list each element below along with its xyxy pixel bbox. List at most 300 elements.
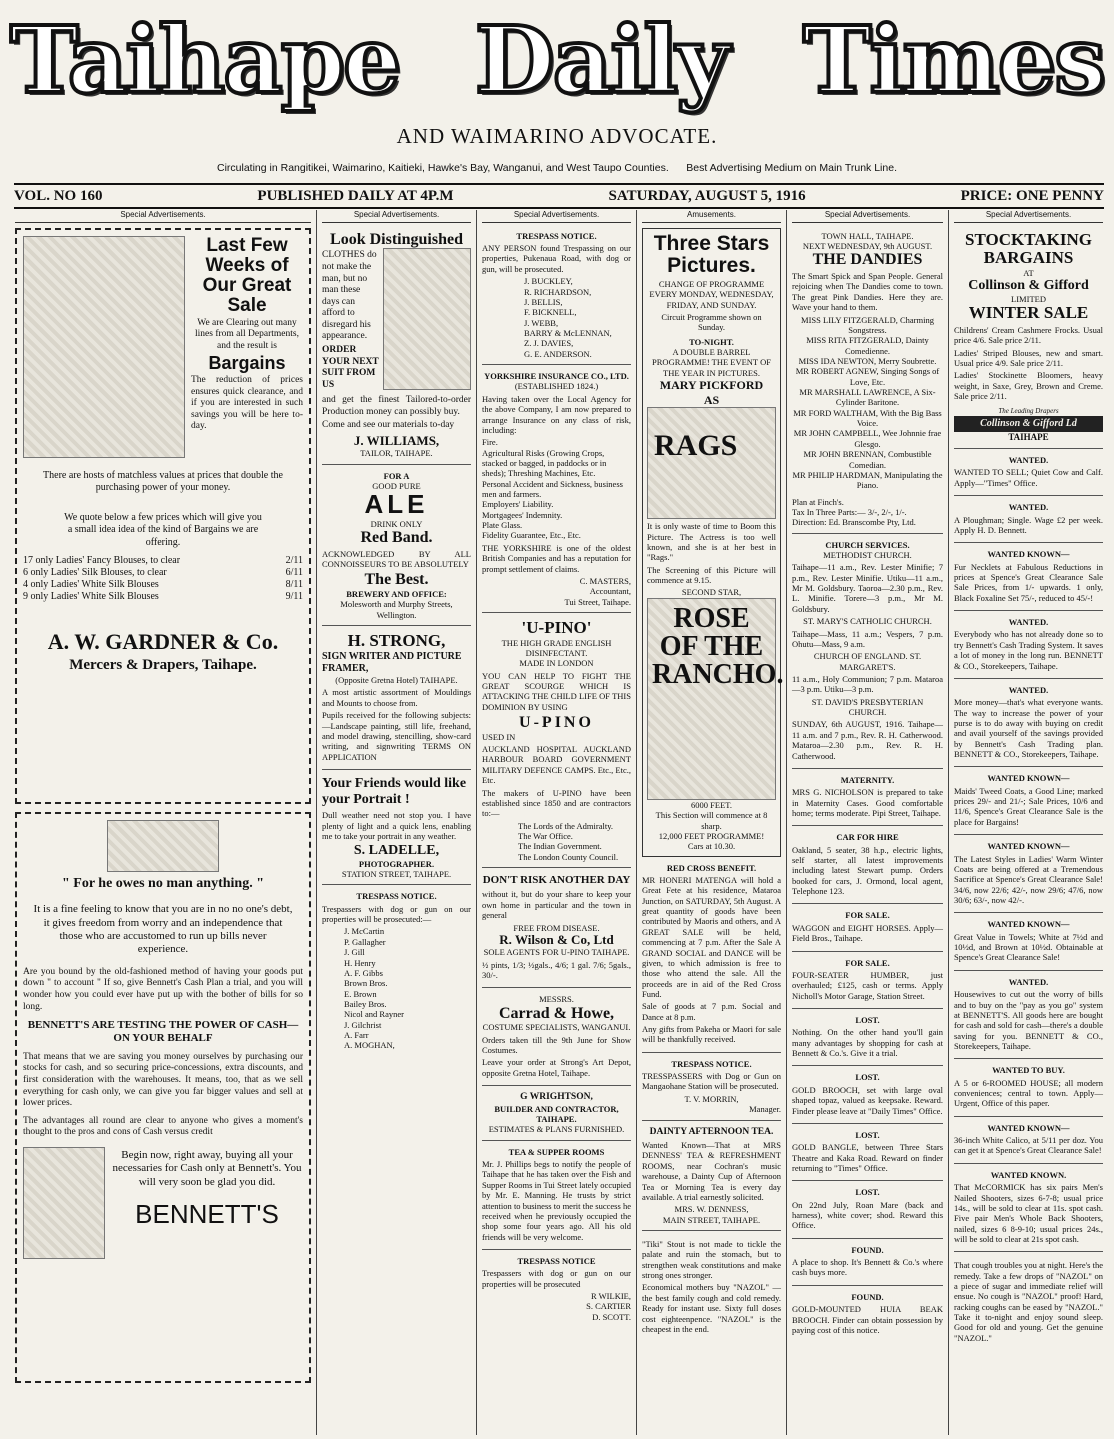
dandies-cast-member: MR ROBERT AGNEW, Singing Songs of Love, Etc. bbox=[795, 366, 940, 387]
ladelle-headline: Your Friends would like your Portrait ! bbox=[322, 775, 467, 808]
collinson-item: Ladies' Striped Blouses, new and smart. Usual price 4/9. Sale price 2/11. bbox=[954, 347, 1103, 368]
trespass-notice-col3b bbox=[482, 1253, 631, 1327]
dandies-advert bbox=[792, 228, 943, 534]
for-sale-humber bbox=[792, 955, 943, 1009]
title-word-taihape: Taihape bbox=[10, 6, 400, 114]
trespass-name: A. MOGHAN, bbox=[344, 1040, 395, 1051]
tea-title: TEA & SUPPER ROOMS bbox=[508, 1146, 605, 1157]
ale-word: ALE bbox=[364, 489, 429, 520]
church-methodist: METHODIST CHURCH. bbox=[823, 550, 912, 561]
dandies-direction: Direction: Ed. Branscombe Pty, Ltd. bbox=[792, 517, 916, 528]
volume-number: VOL. NO 160 bbox=[14, 187, 103, 204]
trespass-notice-col3 bbox=[482, 228, 631, 365]
trespass-name: Nicol and Rayner bbox=[344, 1009, 404, 1020]
collinson-item: Childrens' Cream Cashmere Frocks. Usual price 4/6. Sale price 2/11. bbox=[954, 324, 1103, 346]
gardner-bargains: Bargains bbox=[208, 353, 286, 374]
wanted-text: WANTED TO SELL; Quiet Cow and Calf. Apply—"Times" Office. bbox=[954, 467, 1103, 488]
column-2 bbox=[316, 210, 476, 1435]
wanted-text: More money—that's what everyone wants. The way to increase the power of your purse is to do away with buying on credit and avail yourself of the savings provided by Bennett's Cash Trading plan. BENNETT & CO., Storekeepers, Taihape. bbox=[954, 697, 1103, 760]
found-text: A place to shop. It's Bennett & Co.'s where cash buys more. bbox=[792, 1257, 943, 1278]
wilson-risk: DON'T RISK ANOTHER DAY bbox=[482, 874, 631, 887]
wilson-advert bbox=[482, 871, 631, 988]
wanted-ad bbox=[954, 682, 1103, 768]
church-stmary-text: Taihape—Mass, 11 a.m.; Vespers, 7 p.m. Ohutu—Mass, 9 a.m. bbox=[792, 628, 943, 649]
dainty-name: MRS. W. DENNESS, bbox=[674, 1204, 749, 1215]
collinson-gifford-advert bbox=[954, 228, 1103, 449]
wanted-title: WANTED KNOWN— bbox=[987, 1122, 1070, 1133]
wanted-text: Maids' Tweed Coats, a Good Line; marked prices 29/- and 21/-; Sale Prices, 10/6 and 11/6, Spence's Great Clearance Sale is the place for Bargains! bbox=[954, 785, 1103, 827]
wilson-prices: ½ pints, 1/3; ½gals., 4/6; 1 gal. 7/6; 5gals., 30/-. bbox=[482, 959, 631, 980]
found-shop bbox=[792, 1242, 943, 1286]
collinson-at: AT bbox=[1023, 268, 1034, 279]
strong-advert bbox=[322, 629, 471, 770]
carrad-text: Orders taken till the 9th June for Show Costumes. bbox=[482, 1034, 631, 1055]
stars-section: This Section will commence at 8 sharp. bbox=[655, 810, 768, 831]
column-heading: Special Advertisements. bbox=[482, 210, 631, 223]
gardner-trade: Mercers & Drapers, Taihape. bbox=[69, 657, 257, 674]
stars-title: Three Stars Pictures. bbox=[653, 231, 770, 277]
lost-text: GOLD BROOCH, set with large oval shaped topaz, valued as keepsake. Reward. Finder please leave at "Daily Times" Office. bbox=[792, 1084, 943, 1116]
wanted-ad bbox=[954, 614, 1103, 679]
issue-date: SATURDAY, AUGUST 5, 1916 bbox=[608, 187, 806, 204]
stars-circuit: Circuit Programme shown on Sunday. bbox=[661, 311, 762, 333]
yorkshire-agent: C. MASTERS, bbox=[579, 575, 631, 586]
lost-text: GOLD BANGLE, between Three Stars Theatre and Kaka Road. Reward on finder returning to "Times" Office. bbox=[792, 1142, 943, 1173]
wrightson-name: G WRIGHTSON, bbox=[520, 1092, 593, 1103]
trespass-text: Trespassers with dog or gun on our properties will be prosecuted:— bbox=[322, 903, 471, 925]
yorkshire-risk: Fidelity Guarantee, Etc., Etc. bbox=[482, 530, 581, 541]
wanted-title: WANTED KNOWN— bbox=[987, 841, 1070, 852]
stars-tonight: TO-NIGHT. bbox=[689, 336, 734, 347]
gardner-price-list bbox=[23, 555, 303, 604]
church-title: CHURCH SERVICES. bbox=[825, 539, 910, 550]
williams-headline: Look Distinguished bbox=[330, 230, 463, 248]
trespass-title: TRESPASS NOTICE bbox=[517, 1255, 596, 1266]
tea-supper-advert bbox=[482, 1144, 631, 1250]
redcross-text: MR HONERI MATENGA will hold a Great Fete at his residence, Mataroa Junction, on SATURDAY, 5th August. A great quantity of goods have been contributed by Maoris and others, and A GREAT SALE will be held, commencing at 7 p.m. After the Sale A GRAND SOCIAL and DANCE will be given, to which admission is free to those who attend the sale. All the proceeds are in aid of the Red Cross Fund. bbox=[642, 875, 781, 999]
williams-text1: CLOTHES do not make the man, but no man these days can afford to disregard his appearance. bbox=[322, 250, 377, 342]
ale-drink: DRINK ONLY bbox=[370, 518, 423, 529]
wrightson-est: ESTIMATES & PLANS FURNISHED. bbox=[488, 1124, 625, 1135]
published-daily: PUBLISHED DAILY AT 4P.M bbox=[257, 187, 454, 204]
ladelle-text: Dull weather need not stop you. I have plenty of light and a quick lens, enabling me to take your portrait in any weather. bbox=[322, 810, 471, 841]
yorkshire-risk: Employers' Liability. bbox=[482, 499, 554, 510]
trespass-title: TRESPASS NOTICE. bbox=[671, 1058, 752, 1069]
logo-town: TAIHAPE bbox=[1008, 432, 1049, 443]
stars-star: MARY PICKFORD bbox=[659, 378, 764, 393]
upino-contract: The War Office. bbox=[518, 831, 573, 841]
collinson-stocktaking: STOCKTAKING BARGAINS bbox=[965, 229, 1092, 268]
gardner-name: A. W. GARDNER & Co. bbox=[47, 629, 279, 655]
strong-name: H. STRONG, bbox=[347, 631, 446, 651]
wanted-text: Fur Necklets at Fabulous Reductions in prices at Spence's Great Clearance Sale Sale Prices, from 1/- upwards. 1 only, Black Foxaline Set 75/-, reduced to 45/-! bbox=[954, 561, 1103, 603]
wanted-text: Housewives to cut out the worry of bills and to buy on the "pay as you go" system at BENNETT'S. All goods here are bought for cash and sold for cash—there's a double saving for you. BENNETT & CO., Storekeepers, Taihape. bbox=[954, 989, 1103, 1051]
wanted-title: WANTED KNOWN. bbox=[990, 1169, 1067, 1180]
collinson-item: Ladies' Stockinette Bloomers, heavy weight, in Saxe, Grey, Brown and Creme. Sale price 2/11. bbox=[954, 370, 1103, 402]
tiki-stout-advert bbox=[642, 1234, 781, 1341]
found-brooch bbox=[792, 1289, 943, 1342]
dainty-addr: MAIN STREET, TAIHAPE. bbox=[662, 1214, 761, 1225]
dateline bbox=[14, 183, 1104, 209]
lost-mare bbox=[792, 1184, 943, 1238]
yorkshire-text: Having taken over the Local Agency for the above Company, I am now prepared to arrange Insurance on any class of risk, including: bbox=[482, 393, 631, 435]
trespass-name: J. Gilchrist bbox=[344, 1019, 382, 1030]
red-cross-advert bbox=[642, 860, 781, 1053]
wanted-ad bbox=[954, 452, 1103, 496]
trespass-name: D. SCOTT. bbox=[592, 1311, 631, 1322]
wanted-text: A 5 or 6-ROOMED HOUSE; all modern conveniences; central to town. Apply—Urgent, Office of this paper. bbox=[954, 1077, 1103, 1109]
church-stmary: ST. MARY'S CATHOLIC CHURCH. bbox=[803, 616, 932, 627]
trespass-text: Trespassers with dog or gun on our properties will be prosecuted bbox=[482, 1268, 631, 1289]
three-stars-advert bbox=[642, 228, 784, 857]
upino-contract: The Indian Government. bbox=[518, 841, 602, 852]
wanted-title: WANTED. bbox=[1008, 976, 1049, 987]
trespass-name: P. Gallagher bbox=[344, 936, 386, 947]
dandies-next: NEXT WEDNESDAY, 9th AUGUST. bbox=[802, 241, 933, 252]
ale-ack: ACKNOWLEDGED BY ALL CONNOISSEURS TO BE ABSOLUTELY bbox=[322, 548, 471, 569]
lost-brooch bbox=[792, 1069, 943, 1123]
williams-order: ORDER YOUR NEXT SUIT FROM US bbox=[322, 344, 379, 390]
column-heading: Special Advertisements. bbox=[15, 210, 311, 223]
lost-title: LOST. bbox=[855, 1014, 880, 1025]
trespass-name: E. Brown bbox=[344, 988, 377, 999]
couple-illustration bbox=[107, 820, 219, 872]
sale-title: FOR SALE. bbox=[845, 910, 890, 921]
strong-opp: (Opposite Gretna Hotel) TAIHAPE. bbox=[335, 675, 458, 686]
wrightson-trade: BUILDER AND CONTRACTOR, TAIHAPE. bbox=[494, 1103, 619, 1124]
wanted-text: A Ploughman; Single. Wage £2 per week. Apply H. D. Bennett. bbox=[954, 514, 1103, 535]
lady-illustration bbox=[23, 236, 185, 458]
wrightson-advert bbox=[482, 1089, 631, 1141]
ale-addr: Molesworth and Murphy Streets, Wellington. bbox=[340, 599, 453, 620]
gardner-quote: We quote below a few prices which will give you a small idea idea of the kind of Bargains we are offering. bbox=[64, 512, 262, 548]
strong-text: A most artistic assortment of Mouldings and Mounts to choose from. bbox=[322, 687, 471, 708]
column-3 bbox=[476, 210, 636, 1435]
stars-programme: 12,000 FEET PROGRAMME! bbox=[658, 830, 765, 841]
column-heading: Special Advertisements. bbox=[322, 210, 471, 223]
wanted-title: WANTED. bbox=[1008, 455, 1049, 466]
upino-name2: U-PINO bbox=[519, 714, 594, 732]
ale-brewery: BREWERY AND OFFICE: bbox=[346, 588, 447, 599]
yorkshire-est: (ESTABLISHED 1824.) bbox=[514, 381, 599, 392]
dandies-cast-member: MISS RITA FITZGERALD, Dainty Comedienne. bbox=[806, 335, 929, 356]
trespass-name: J. BUCKLEY, bbox=[524, 276, 573, 287]
trespass-text: TRESSPASSERS with Dog or Gun on Mangaohane Station will be prosecuted. bbox=[642, 1071, 781, 1092]
yorkshire-agent3: Tui Street, Taihape. bbox=[564, 596, 631, 607]
column-5 bbox=[786, 210, 948, 1435]
column-1 bbox=[10, 210, 316, 1435]
trespass-name: S. CARTIER bbox=[586, 1301, 631, 1312]
column-heading: Special Advertisements. bbox=[792, 210, 943, 223]
dandies-cast-member: MISS IDA NEWTON, Merry Soubrette. bbox=[798, 355, 937, 366]
williams-text2: and get the finest Tailored-to-order Production money can possibly buy. bbox=[322, 395, 471, 417]
ladelle-name: S. LADELLE, bbox=[353, 843, 440, 859]
price-item: 9 only Ladies' White Silk Blouses bbox=[23, 591, 159, 603]
upino-advert bbox=[482, 616, 631, 868]
trespass-name: J. McCartin bbox=[344, 926, 385, 937]
yorkshire-insurance-advert bbox=[482, 368, 631, 613]
wanted-text: That cough troubles you at night. Here's the remedy. Take a few drops of "NAZOL" on a piece of sugar and immediate relief will ensue. No cough is "NAZOL" proof! Hard, racking coughs can be eased by "NAZOL." Take it to-night and enjoy sound sleep. Good for old and young. Get the genuine "NAZOL." bbox=[954, 1260, 1103, 1343]
found-title: FOUND. bbox=[851, 1244, 884, 1255]
lost-text: On 22nd July, Roan Mare (back and harness), white cover; shod. Reward this Office. bbox=[792, 1199, 943, 1231]
redcross-gifts: Any gifts from Pakeha or Maori for sale will be thankfully received. bbox=[642, 1024, 781, 1045]
maternity-text: MRS G. NICHOLSON is prepared to take in Maternity Cases. Good comfortable home; terms moderate. Pipi Street, Taihape. bbox=[792, 787, 943, 818]
trespass-name: R. RICHARDSON, bbox=[524, 286, 592, 297]
dandies-hall: TOWN HALL, TAIHAPE. bbox=[821, 230, 914, 241]
ale-best: The Best. bbox=[364, 571, 429, 589]
maternity-advert bbox=[792, 772, 943, 826]
lost-title: LOST. bbox=[855, 1072, 880, 1083]
price: PRICE: ONE PENNY bbox=[960, 187, 1104, 204]
dandies-plan: Plan at Finch's. bbox=[792, 496, 844, 507]
trespass-name: T. V. MORRIN, bbox=[684, 1093, 739, 1104]
price-item: 4 only Ladies' White Silk Blouses bbox=[23, 579, 159, 591]
church-services bbox=[792, 537, 943, 769]
maternity-title: MATERNITY. bbox=[840, 774, 895, 785]
stars-film2: ROSE OF THE RANCHO. bbox=[652, 602, 784, 690]
gardner-reduction: The reduction of prices ensures quick clearance, and if you are interested in such savings you will be here to-day. bbox=[191, 375, 303, 432]
stars-cars: Cars at 10.30. bbox=[687, 841, 736, 852]
lost-title: LOST. bbox=[855, 1129, 880, 1140]
dainty-text: Wanted Known—That at MRS DENNESS' TEA & REFRESHMENT ROOMS, near Cochran's music warehouse, a Dainty Cup of Afternoon Tea or Morning Tea is every day available. A trial earnestly solicited. bbox=[642, 1140, 781, 1202]
wanted-ad bbox=[954, 974, 1103, 1060]
wanted-text: Great Value in Towels; White at 7½d and 10½d, and Brown at 10½d. Obtainable at Spence's Great Clearance Sale! bbox=[954, 931, 1103, 963]
trespass-title: TRESPASS NOTICE. bbox=[356, 891, 437, 902]
trespass-name: BARRY & McLENNAN, bbox=[524, 327, 612, 338]
wanted-text: Everybody who has not already done so to try Bennett's Cash Trading System. It saves a lot of money in the long run. BENNETT & CO., Storekeepers, Taihape. bbox=[954, 629, 1103, 671]
found-title: FOUND. bbox=[851, 1291, 884, 1302]
title-word-times: Times bbox=[802, 6, 1104, 114]
collinson-winter: WINTER SALE bbox=[968, 303, 1089, 323]
trespass-name: J. WEBB, bbox=[524, 317, 559, 328]
upino-made: MADE IN LONDON bbox=[519, 658, 594, 669]
wanted-ad bbox=[954, 838, 1103, 913]
redcross-times: Sale of goods at 7 p.m. Social and Dance at 8 p.m. bbox=[642, 1001, 781, 1022]
stars-double: A DOUBLE BARREL PROGRAMME! THE EVENT OF THE YEAR IN PICTURES. bbox=[652, 347, 771, 378]
trespass-role: Manager. bbox=[749, 1104, 781, 1115]
logo-small-text: The Leading Drapers bbox=[998, 407, 1059, 416]
car-hire-advert bbox=[792, 829, 943, 904]
trespass-names bbox=[322, 926, 471, 1050]
bennett-p3: That means that we are saving you money ourselves by purchasing our stocks for cash, and so securing price-concessions, extra discounts, and first consideration with the warehouses. It means, too, that as we sell everything for cash only, we can give you far bigger values and sell at lower prices. bbox=[23, 1051, 303, 1109]
bennett-p2: Are you bound by the old-fashioned method of having your goods put down " to account " If so, give Bennett's Cash Plan a trial, and you will wonder how you could ever have put up with the bother of bills for so long. bbox=[23, 966, 303, 1012]
yorkshire-risk: Mortgagees' Indemnity. bbox=[482, 509, 563, 520]
trespass-title: TRESPASS NOTICE. bbox=[516, 230, 597, 241]
ladelle-advert bbox=[322, 773, 471, 885]
title bbox=[10, 0, 1104, 120]
carrad-trade: COSTUME SPECIALISTS, WANGANUI. bbox=[482, 1022, 631, 1033]
gentleman-illustration bbox=[383, 248, 471, 390]
wilson-name: R. Wilson & Co, Ltd bbox=[499, 931, 614, 947]
stars-feet: 6000 FEET. bbox=[691, 799, 732, 810]
trespass-name: A. F. Gibbs bbox=[344, 967, 383, 978]
circulation-line bbox=[0, 162, 1114, 174]
williams-advert bbox=[322, 228, 471, 465]
trespass-notice-col4 bbox=[642, 1056, 781, 1121]
stars-screening: The Screening of this Picture will commence at 9.15. bbox=[647, 564, 776, 586]
church-david-text: SUNDAY, 6th AUGUST, 1916. Taihape—11 a.m. and 7 p.m., Rev. R. H. Catherwood. Mataroa—2.30 p.m., Rev. R. H. Catherwood. bbox=[792, 719, 943, 761]
wanted-ad bbox=[954, 546, 1103, 611]
upino-desc: THE HIGH GRADE ENGLISH DISINFECTANT. bbox=[501, 637, 612, 659]
wanted-title: WANTED KNOWN— bbox=[987, 773, 1070, 784]
collinson-logo bbox=[954, 407, 1103, 443]
circulation-text: Circulating in Rangitikei, Waimarino, Kaitieki, Hawke's Bay, Wanganui, and West Taupo Counties. bbox=[217, 162, 669, 174]
dandies-text: The Smart Spick and Span People. General rejoicing when The Dandies come to town. The great Pink Dandies. Here they are. Wave your hand to them. bbox=[792, 271, 943, 313]
carrad-leave: Leave your order at Strong's Art Depot, opposite Gretna Hotel, Taihape. bbox=[482, 1057, 631, 1078]
carrad-name: Carrad & Howe, bbox=[498, 1004, 615, 1022]
stars-as: AS bbox=[703, 392, 720, 407]
dandies-cast-member: MR JOHN BRENNAN, Combustible Comedian. bbox=[803, 449, 932, 470]
gardner-advert bbox=[15, 228, 311, 804]
price-value: 8/11 bbox=[285, 579, 303, 591]
gardner-values: There are hosts of matchless values at prices that double the purchasing power of your money. bbox=[43, 469, 283, 493]
trespass-name: J. BELLIS, bbox=[524, 296, 563, 307]
price-value: 6/11 bbox=[285, 566, 303, 578]
ale-good: GOOD PURE bbox=[372, 481, 421, 492]
tea-text: Mr. J. Phillips begs to notify the people of Taihape that he has taken over the Fish and Supper Rooms in Tui Street lately occupied by Mr. E. Manning. He trusts by strict attention to business to merit the success he received when he previously occupied the shop some four years ago. All his old friends will be very welcome. bbox=[482, 1159, 631, 1242]
lost-text: Nothing. On the other hand you'll gain many advantages by shopping for cash at Bennett & Co.'s. Give it a trial. bbox=[792, 1027, 943, 1059]
ale-band: Red Band. bbox=[360, 529, 433, 547]
wanted-ad bbox=[954, 499, 1103, 543]
bennett-p5: Begin now, right away, buying all your necessaries for Cash only at Bennett's. You will very soon be glad you did. bbox=[112, 1148, 302, 1188]
sale-title: FOR SALE. bbox=[845, 957, 890, 968]
church-england-text: 11 a.m., Holy Communion; 7 p.m. Mataroa—3 p.m. Utiku—3 p.m. bbox=[792, 674, 943, 695]
subtitle: AND WAIMARINO ADVOCATE. bbox=[396, 124, 718, 148]
best-medium-text: Best Advertising Medium on Main Trunk Line. bbox=[686, 162, 897, 174]
trespass-text: ANY PERSON found Trespassing on our properties, Pukenaua Road, with dog or gun, will be prosecuted. bbox=[482, 243, 631, 274]
gardner-headline: Last Few Weeks of Our Great Sale bbox=[202, 234, 292, 316]
trespass-name: H. Henry bbox=[344, 957, 376, 968]
price-value: 2/11 bbox=[285, 554, 303, 566]
rancho-illustration bbox=[647, 598, 784, 800]
yorkshire-title: YORKSHIRE INSURANCE CO., LTD. bbox=[484, 371, 629, 382]
red-band-ale-advert bbox=[322, 468, 471, 626]
wanted-text: 36-inch White Calico, at 5/11 per doz. You can get it at Spence's Great Clearance Sale! bbox=[954, 1135, 1103, 1156]
bennett-name: BENNETT'S bbox=[135, 1199, 279, 1230]
collinson-limited: LIMITED bbox=[1011, 293, 1046, 304]
trespass-name: Bailey Bros. bbox=[344, 998, 387, 1009]
wanted-ad bbox=[954, 1167, 1103, 1253]
dandies-cast-member: MISS LILY FITZGERALD, Charming Songstress. bbox=[801, 314, 934, 335]
trespass-name: F. BICKNELL, bbox=[524, 307, 577, 318]
wilson-text: without it, but do your share to keep your own home in particular and the town in general bbox=[482, 889, 631, 921]
tiki-text: "Tiki" Stout is not made to tickle the palate and ruin the stomach, but to strengthen weak constitutions and make strong ones stronger. bbox=[642, 1239, 781, 1281]
lost-bangle bbox=[792, 1127, 943, 1181]
found-text: GOLD-MOUNTED HUIA BEAK BROOCH. Finder can obtain possession by paying cost of this notice. bbox=[792, 1304, 943, 1335]
trespass-notice-col2 bbox=[322, 888, 471, 1055]
dandies-cast-member: MR MARSHALL LAWRENCE, A Six-Cylinder Baritone. bbox=[799, 387, 936, 408]
bennett-testing: BENNETT'S ARE TESTING THE POWER OF CASH—ON YOUR BEHALF bbox=[27, 1019, 299, 1045]
collinson-name: Collinson & Gifford bbox=[968, 278, 1089, 294]
upino-places: AUCKLAND HOSPITAL AUCKLAND HARBOUR BOARD GOVERNMENT MILITARY DEFENCE CAMPS. Etc., Etc., Etc. bbox=[482, 744, 631, 786]
dandies-cast-member: MR FORD WALTHAM, With the Big Bass Voice. bbox=[793, 407, 942, 429]
dandies-title: THE DANDIES bbox=[812, 251, 923, 269]
column-heading: Special Advertisements. bbox=[954, 210, 1103, 223]
bennett-advert bbox=[15, 812, 311, 1383]
for-sale-waggon bbox=[792, 907, 943, 951]
wanted-title: WANTED. bbox=[1008, 684, 1049, 695]
stars-film1: RAGS bbox=[654, 429, 738, 463]
wanted-ad bbox=[954, 770, 1103, 835]
upino-used: USED IN bbox=[482, 731, 516, 742]
upino-name: 'U-PINO' bbox=[521, 617, 592, 637]
wanted-title: WANTED KNOWN— bbox=[987, 919, 1070, 930]
trespass-name: G. E. ANDERSON. bbox=[524, 348, 592, 359]
bennett-headline: " For he owes no man anything. " bbox=[62, 875, 264, 891]
sale-text: WAGGON and EIGHT HORSES. Apply—Field Bros., Taihape. bbox=[792, 922, 943, 944]
strong-trade: SIGN WRITER AND PICTURE FRAMER, bbox=[322, 650, 462, 674]
trespass-name: Z. J. DAVIES, bbox=[524, 338, 574, 349]
bennett-p4: The advantages all round are clear to anyone who gives a moment's thought to the pros and cons of Cash versus credit bbox=[23, 1115, 303, 1138]
church-methodist-text: Taihape—11 a.m., Rev. Lester Minifie; 7 p.m., Rev. Lester Minifie. Utiku—11 a.m., Mr M. Goldsbury. Taoroa—2.30 p.m., Rev. L. Minifie. Torere—3 p.m., Mr M. Goldsbury. bbox=[792, 562, 943, 614]
yorkshire-risk: Personal Accident and Sickness, business men and farmers. bbox=[482, 478, 623, 500]
redcross-title: RED CROSS BENEFIT. bbox=[666, 862, 757, 873]
wanted-title: WANTED KNOWN— bbox=[987, 549, 1070, 560]
ladelle-addr: STATION STREET, TAIHAPE. bbox=[341, 868, 452, 879]
column-6 bbox=[948, 210, 1108, 1435]
stars-change: CHANGE OF PROGRAMME EVERY MONDAY, WEDNESDAY, FRIDAY, AND SUNDAY. bbox=[649, 278, 774, 310]
upino-makers: The makers of U-PINO have been established since 1850 and are contractors to:— bbox=[482, 787, 631, 819]
price-value: 9/11 bbox=[285, 591, 303, 603]
dainty-tea-advert bbox=[642, 1124, 781, 1231]
wilson-free: FREE FROM DISEASE. bbox=[513, 922, 600, 933]
bennett-p1: It is a fine feeling to know that you are in no no one's debt, it gives freedom from worry and an independence that those who are accustomed to run up bills never experience. bbox=[33, 903, 293, 956]
trespass-name: R WILKIE, bbox=[591, 1291, 631, 1302]
wanted-ad bbox=[954, 1062, 1103, 1116]
wanted-text: That McCORMICK has six pairs Men's Nailed Shooters, sizes 6-7-8; usual price 14s., will be sold to clear at 11s. spot cash. Five pair Men's Whole Back Shooters, nailed, sizes 6 8-9-10; usual prices 24s., will be sold to clear at 21s spot cash. bbox=[954, 1182, 1103, 1244]
hire-title: CAR FOR HIRE bbox=[836, 832, 899, 843]
stars-second: SECOND STAR, bbox=[681, 587, 742, 598]
lost-nothing bbox=[792, 1012, 943, 1066]
yorkshire-agent2: Accountant, bbox=[589, 586, 631, 597]
williams-come: Come and see our materials to-day bbox=[322, 420, 455, 431]
yorkshire-risk: Plate Glass. bbox=[482, 520, 523, 531]
wanted-title: WANTED. bbox=[1008, 617, 1049, 628]
strong-pupils: Pupils received for the following subjects:—Landscape painting, still life, freehand, and model drawing, stencilling, show-card writing, and signwriting TERMS ON APPLICATION bbox=[322, 710, 471, 762]
column-heading: Amusements. bbox=[642, 210, 781, 223]
tiki-nazol: Economical mothers buy "NAZOL" —the best family cough and cold remedy. Ready for instant use. Sixty full doses cost eighteenpence. "NAZOL" is the cheapest in the end. bbox=[642, 1282, 781, 1334]
trespass-name: Brown Bros. bbox=[344, 978, 388, 989]
trespass-names bbox=[482, 276, 631, 359]
trespass-name: A. Farr bbox=[344, 1030, 369, 1041]
upino-contract: The Lords of the Admiralty. bbox=[518, 820, 614, 831]
wanted-ad bbox=[954, 1120, 1103, 1164]
dandies-tax: Tax In Three Parts:— 3/-, 2/-, 1/-. bbox=[792, 506, 907, 517]
upino-contract: The London County Council. bbox=[518, 851, 619, 862]
title-word-daily: Daily bbox=[474, 6, 728, 114]
williams-name: J. WILLIAMS, bbox=[353, 433, 440, 449]
ale-for: FOR A bbox=[383, 470, 410, 481]
wilson-agents: SOLE AGENTS FOR U-PINO TAIHAPE. bbox=[483, 947, 630, 958]
wanted-title: WANTED. bbox=[1008, 502, 1049, 513]
sale-text: FOUR-SEATER HUMBER, just overhauled; £125, cash or terms. Apply Nicholl's Motor Garage, Station Street. bbox=[792, 969, 943, 1001]
carrad-howe-advert bbox=[482, 991, 631, 1086]
rags-illustration bbox=[647, 407, 776, 519]
logo-name: Collinson & Gifford Ld bbox=[954, 416, 1103, 432]
carrad-messrs: MESSRS. bbox=[539, 994, 574, 1005]
upino-help: YOU CAN HELP TO FIGHT THE GREAT SCOURGE WHICH IS ATTACKING THE CHILD LIFE OF THIS DOMINION BY USING bbox=[482, 670, 631, 712]
wanted-title: WANTED TO BUY. bbox=[992, 1065, 1065, 1076]
gardner-clearing: We are Clearing out many lines from all Departments, and the result is bbox=[195, 317, 299, 351]
pointing-man-illustration bbox=[23, 1147, 105, 1259]
church-david: ST. DAVID'S PRESBYTERIAN CHURCH. bbox=[811, 696, 924, 718]
dandies-cast-member: MR JOHN CAMPBELL, Wee Johnnie frae Glesgo. bbox=[793, 428, 942, 449]
church-england: CHURCH OF ENGLAND. ST. MARGARET'S. bbox=[813, 651, 922, 672]
nazol-ad bbox=[954, 1255, 1103, 1350]
price-item: 17 only Ladies' Fancy Blouses, to clear bbox=[23, 554, 181, 566]
trespass-name: J. Gill bbox=[344, 947, 365, 958]
column-4 bbox=[636, 210, 786, 1435]
